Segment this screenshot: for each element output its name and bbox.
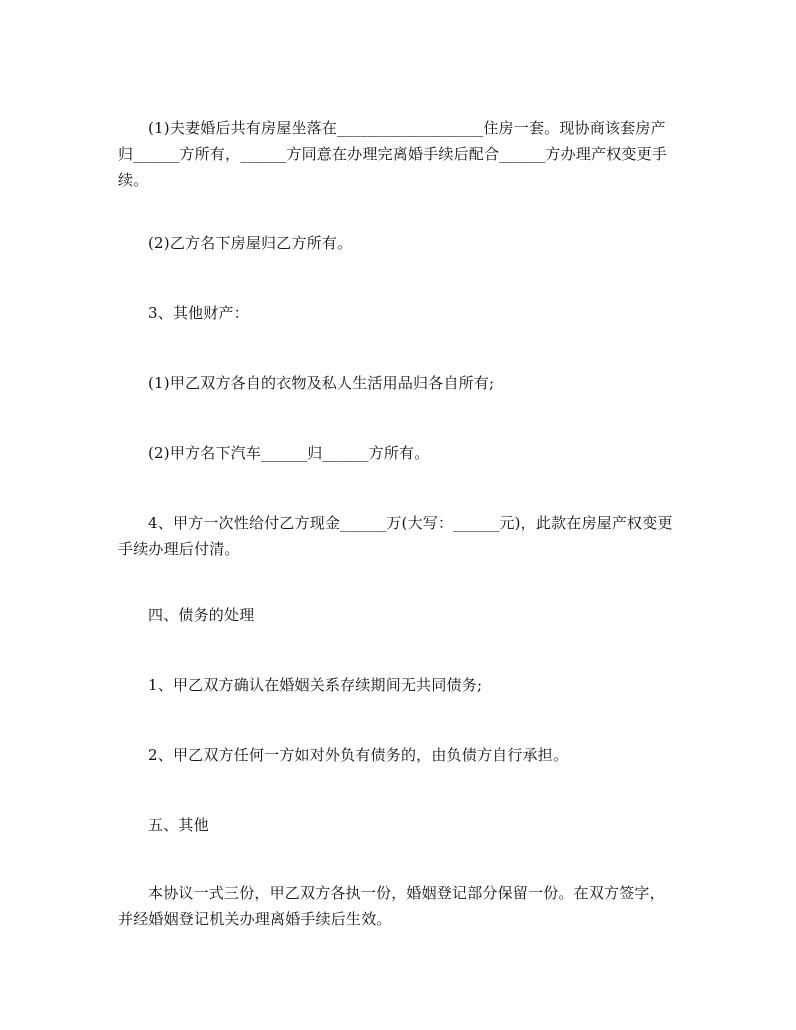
paragraph-cash-payment: 4、甲方一次性给付乙方现金______万(大写：______元)，此款在房屋产权变更手续办理后付清。 [118,514,673,558]
heading-other-property: 3、其他财产： [148,304,249,322]
paragraph-party-b-house: (2)乙方名下房屋归乙方所有。 [148,234,353,252]
heading-debt-handling: 四、债务的处理 [148,606,255,624]
paragraph-no-common-debt: 1、甲乙双方确认在婚姻关系存续期间无共同债务; [148,676,483,694]
paragraph-personal-belongings: (1)甲乙双方各自的衣物及私人生活用品归各自所有; [148,374,495,392]
heading-other: 五、其他 [148,816,209,834]
paragraph-house-ownership: (1)夫妻婚后共有房屋坐落在___________________住房一套。现协商该套房产归______方所有，______方同意在办理完离婚手续后配合______方办理产权变更手续。 [118,119,668,189]
paragraph-car-ownership: (2)甲方名下汽车______归______方所有。 [148,444,430,462]
paragraph-agreement-copies: 本协议一式三份，甲乙双方各执一份，婚姻登记部分保留一份。在双方签字，并经婚姻登记机关办理离婚手续后生效。 [118,884,665,928]
paragraph-individual-debt: 2、甲乙双方任何一方如对外负有债务的，由负债方自行承担。 [148,746,569,764]
